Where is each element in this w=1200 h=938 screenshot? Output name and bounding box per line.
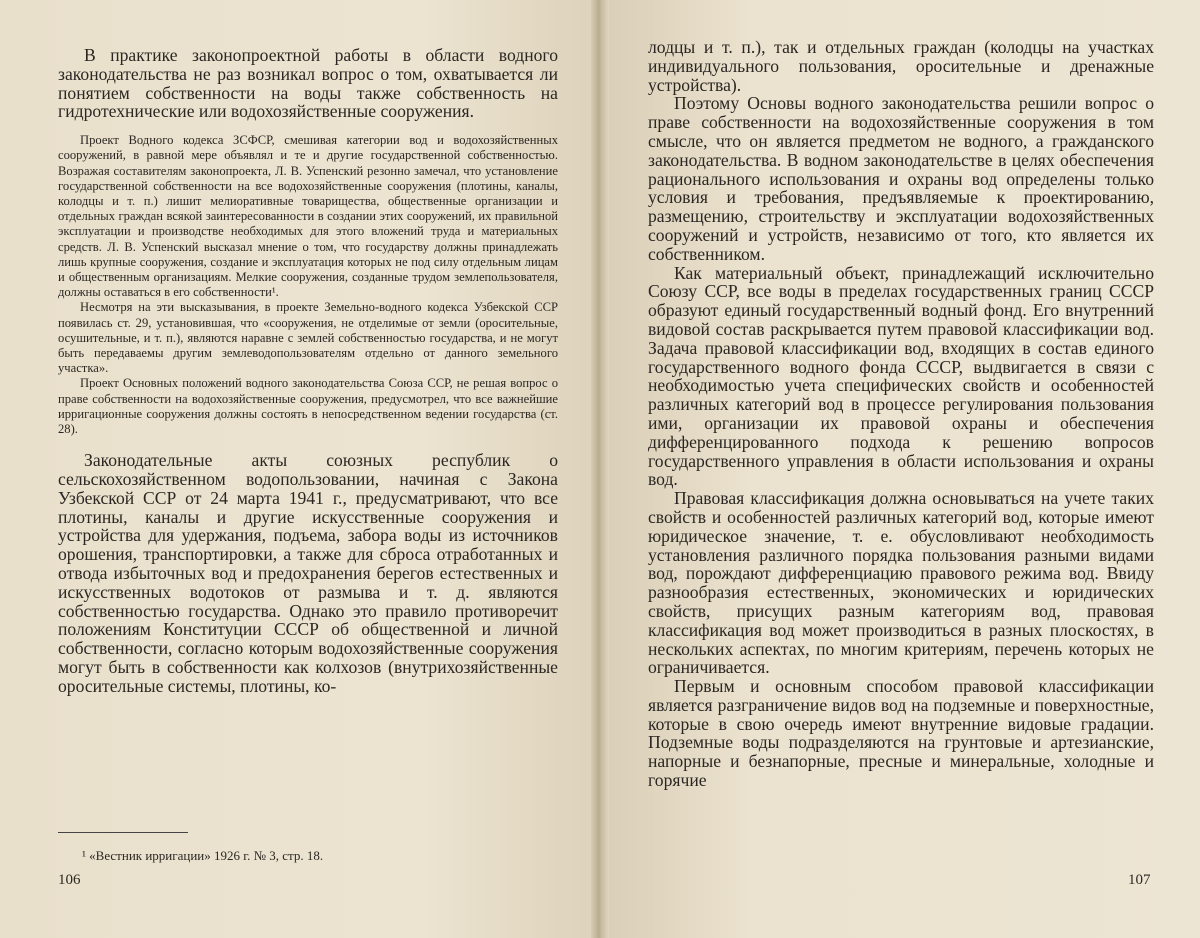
small-paragraph-1: Проект Водного кодекса ЗСФСР, смешивая категории вод и водохозяйственных сооружений, в равной мере объявлял и те и другие государственной собственностью. Возражая составителям законопроекта, Л. В. Успенский резонно замечал, что установление государственной собственности на все водохозяйственные сооружения (плотины, каналы, колодцы и т. п.) лишит мелиоративные товарищества, общественные организации и отдельных граждан всякой заинтересованности в создании этих сооружений, их правильной эксплуатации и производстве необходимых для этого вложений труда и материальных средств. Л. В. Успенский высказал мнение о том, что государству должны принадлежать лишь крупные сооружения, создание и эксплуатация которых не под силу отдельным лицам и общественным организациям. Мелкие сооружения, созданные трудом землепользователя, должны оставаться в его собственности¹.	[58, 133, 558, 300]
paragraph-1: лодцы и т. п.), так и отдельных граждан (колодцы на участках индивидуального пользования, оросительные и дренажные устройства).	[648, 37, 1154, 95]
left-page-text	[58, 46, 558, 696]
paragraph-4: Правовая классификация должна основываться на учете таких свойств и особенностей различных категорий вод, которые имеют юридическое значение, т. е. обусловливают необходимость установления различного порядка пользования разными видами вод, порождают дифференциацию правового режима вод. Ввиду разнообразия естественных, экономических и юридических свойств, присущих разным категориям вод, правовая классификация вод может производиться в разных плоскостях, в нескольких аспектах, по многим критериям, перечень которых не ограничивается.	[648, 488, 1154, 678]
small-paragraph-2: Несмотря на эти высказывания, в проекте Земельно-водного кодекса Узбекской ССР появилась ст. 29, установившая, что «сооружения, не отделимые от земли (оросительные, осушительные, и т. п.), являются наравне с землей собственностью государства, и не могут быть передаваемы другим землеводопользователям отдельно от данного земельного участка».	[58, 300, 558, 376]
right-page	[600, 0, 1200, 938]
main-paragraph: В практике законопроектной работы в области водного законодательства не раз возникал вопрос о том, охватывается ли понятием собственности на воды также собственность на гидротехнические или водохозяйственные сооружения.	[58, 45, 558, 122]
paragraph-2: Поэтому Основы водного законодательства решили вопрос о праве собственности на водохозяйственные сооружения в том смысле, что он является предметом не водного, а гражданского законодательства. В водном законодательстве в целях обеспечения рационального использования и охраны вод определены только условия и требования, предъявляемые к проектированию, размещению, строительству и эксплуатации водохозяйственных сооружений и устройств, независимо от того, кто является их собственником.	[648, 93, 1154, 264]
last-paragraph: Законодательные акты союзных республик о сельскохозяйственном водопользовании, начиная с Закона Узбекской ССР от 24 марта 1941 г., предусматривают, что все плотины, каналы и другие искусственные сооружения и устройства для удержания, подъема, забора воды из источников орошения, транспортировки, а также для сброса отработанных и отвода избыточных вод и предохранения берегов естественных и искусственных водотоков от размыва и т. д. являются собственностью государства. Однако это правило противоречит положениям Конституции СССР об общественной и личной собственности, согласно которым водохозяйственные сооружения могут быть в собственности как колхозов (внутрихозяйственные оросительные системы, плотины, ко-	[58, 450, 558, 696]
footnote-rule	[58, 832, 188, 833]
footnote: ¹ «Вестник ирригации» 1926 г. № 3, стр. 18.	[82, 848, 324, 863]
right-page-text	[648, 38, 1154, 790]
page-number: 106	[58, 872, 81, 888]
page-number: 107	[1128, 872, 1151, 888]
book-gutter	[591, 0, 609, 938]
paragraph-5: Первым и основным способом правовой классификации является разграничение видов вод на подземные и поверхностные, которые в свою очередь имеют внутренние видовые градации. Подземные воды подразделяются на грунтовые и артезианские, напорные и безнапорные, пресные и минеральные, холодные и горячие	[648, 676, 1154, 791]
small-paragraph-3: Проект Основных положений водного законодательства Союза ССР, не решая вопрос о праве собственности на водохозяйственные сооружения, предусмотрел, что все важнейшие ирригационные сооружения должны состоять в непосредственном ведении государства (ст. 28).	[58, 376, 558, 437]
paragraph-3: Как материальный объект, принадлежащий исключительно Союзу ССР, все воды в пределах государственных границ СССР образуют единый государственный водный фонд. Его внутренний видовой состав раскрывается путем правовой классификации вод. Задача правовой классификации вод, входящих в состав единого государственного водного фонда СССР, выдвигается в связи с необходимостью учета специфических свойств и особенностей различных категорий вод в процессе регулирования пользования ими, организации их правовой охраны и обеспечения дифференцированного подхода к решению вопросов государственного управления в области использования и охраны вод.	[648, 262, 1154, 490]
